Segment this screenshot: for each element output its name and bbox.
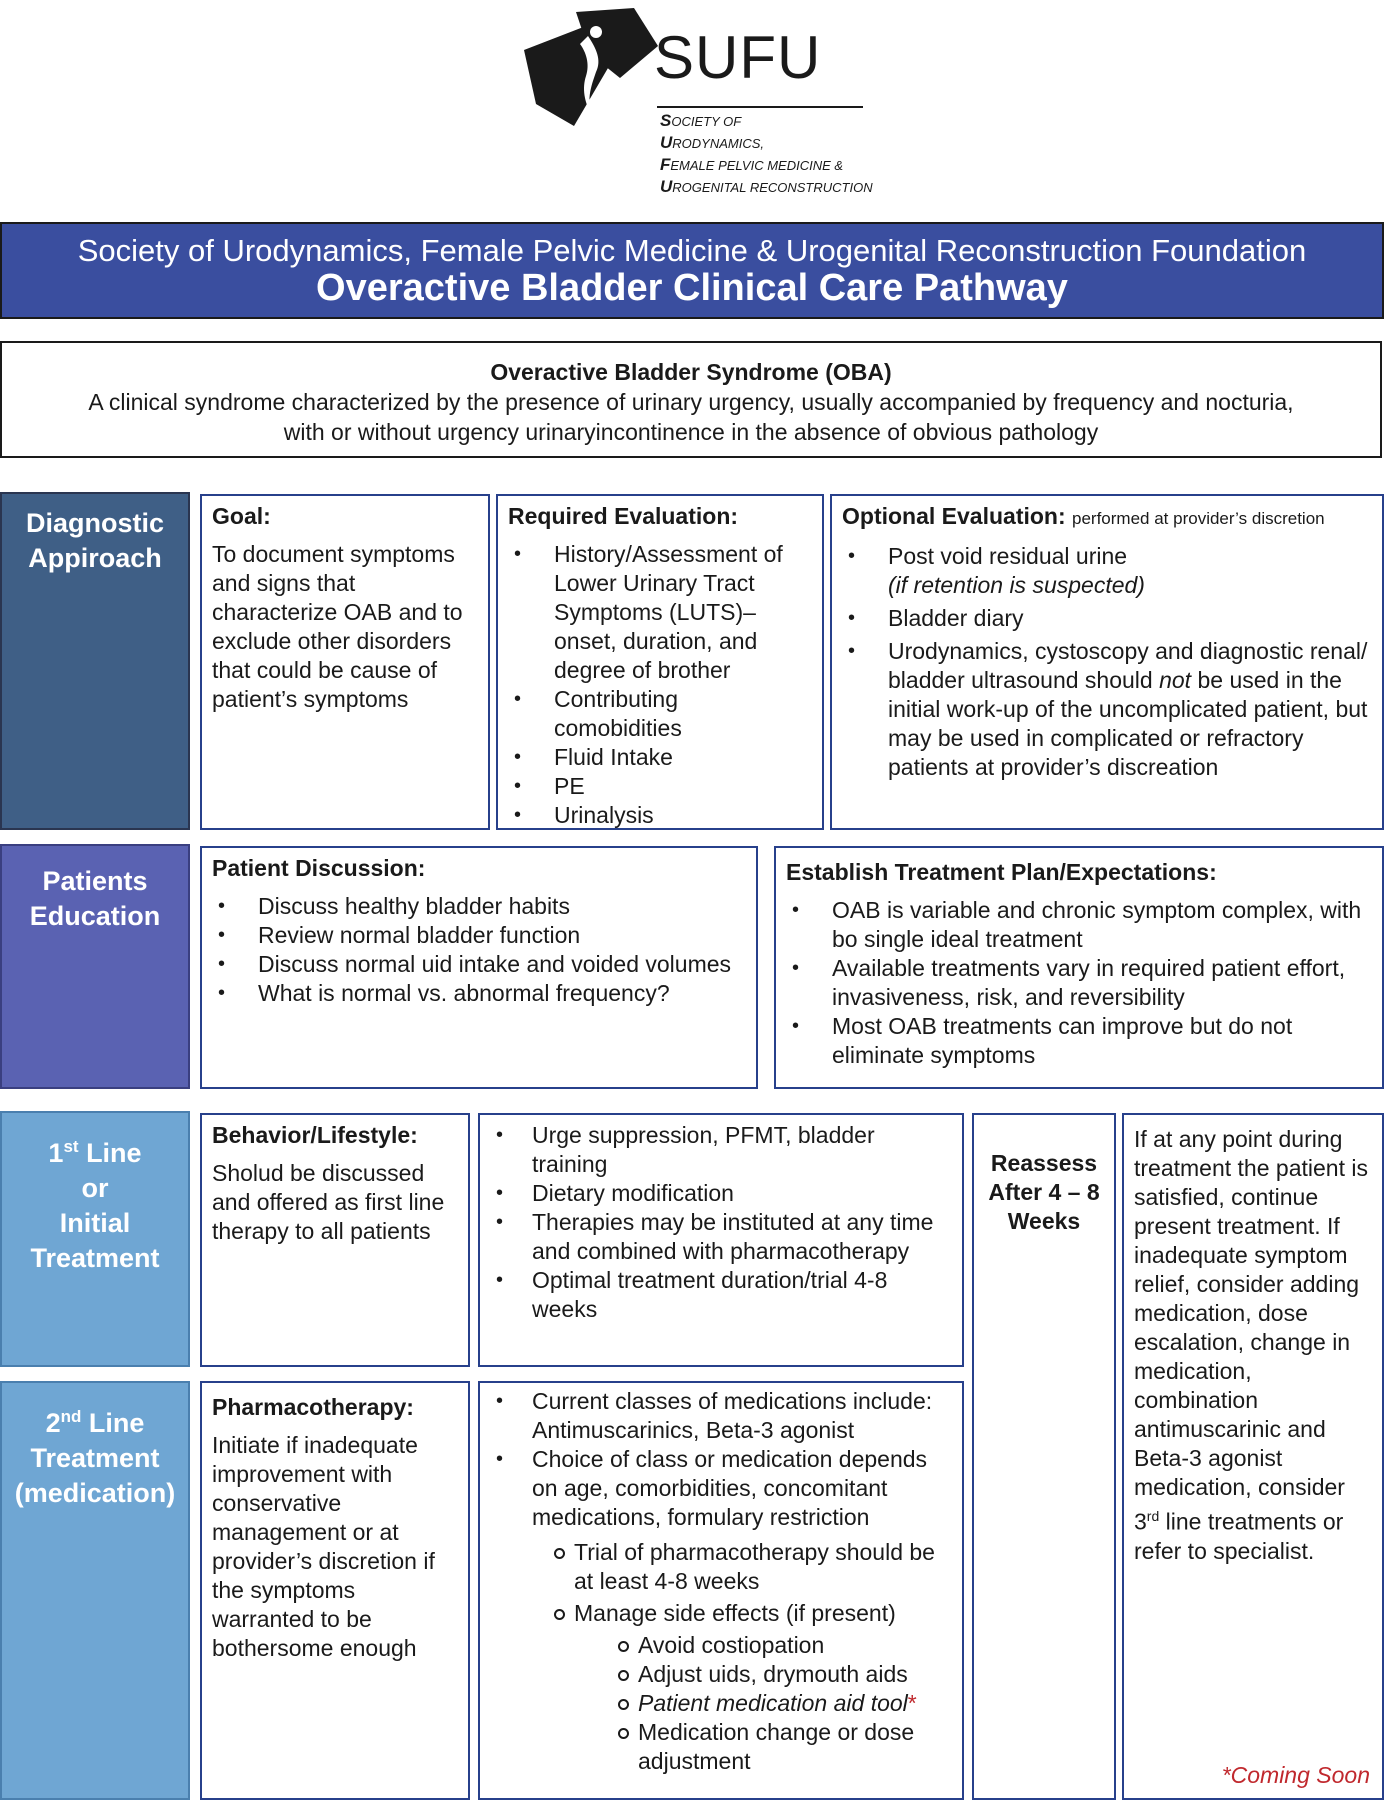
logo-divider <box>657 106 863 108</box>
coming-soon-note: *Coming Soon <box>1221 1762 1370 1788</box>
logo-line: FEMALE PELVIC MEDICINE & <box>660 155 844 174</box>
behavior-lifestyle-box <box>200 1113 470 1367</box>
list-item: • History/Assessment of Lower Urinary Tract Symptoms (LUTS)– onset, duration, and degree of brother <box>508 540 812 685</box>
list-item: • Urodynamics, cystoscopy and diagnostic renal/ bladder ultrasound should not be used in the initial work-up of the uncomplicated patient, but may be used in complicated or refractory patients at provider’s discreation <box>842 637 1372 782</box>
behavior-lifestyle-heading: Behavior/Lifestyle: <box>212 1122 418 1148</box>
list-item: • Dietary modification <box>490 1179 952 1208</box>
list-item: • Urge suppression, PFMT, bladder training <box>490 1121 952 1179</box>
list-item: • Discuss normal uid intake and voided volumes <box>212 950 746 979</box>
list-item: Trial of pharmacotherapy should be at least 4-8 weeks <box>544 1538 952 1596</box>
list-item: • Most OAB treatments can improve but do not eliminate symptoms <box>786 1012 1372 1070</box>
page-title: Overactive Bladder Clinical Care Pathway <box>316 267 1068 310</box>
list-item: • PE <box>508 772 812 801</box>
list-item: • Review normal bladder function <box>212 921 746 950</box>
tab-first-line-treatment: 1st Line or Initial Treatment <box>0 1111 190 1367</box>
foundation-name: Society of Urodynamics, Female Pelvic Medicine & Urogenital Reconstruction Foundation <box>77 233 1307 268</box>
list-item: Medication change or dose adjustment <box>608 1718 952 1776</box>
logo-wordmark: SUFU <box>654 24 822 91</box>
reassess-label: Weeks <box>1007 1208 1081 1234</box>
list-item: • Current classes of medications include: Antimuscarinics, Beta-3 agonist <box>490 1387 952 1445</box>
pharmacotherapy-box <box>200 1381 470 1800</box>
behavior-lifestyle-text: Sholud be discussed and offered as first line therapy to all patients <box>212 1160 445 1244</box>
reassess-text: If at any point during treatment the patient is satisfied, continue present treatment. If inadequate symptom relief, consider adding medication, dose escalation, change in medication, combination antimuscarinic and Beta-3 agonist medication, consider 3rd line treatments or refer to specialist. <box>1134 1126 1368 1564</box>
definition-title: Overactive Bladder Syndrome (OBA) <box>490 359 892 385</box>
optional-evaluation-box <box>830 494 1384 830</box>
list-item: • Optimal treatment duration/trial 4-8 weeks <box>490 1266 952 1324</box>
reassess-label: After 4 – 8 <box>988 1179 1100 1205</box>
goal-box <box>200 494 490 830</box>
pharmacotherapy-text: Initiate if inadequate improvement with conservative management or at provider’s discretion if the symptoms warranted to be bothersome enough <box>212 1432 435 1661</box>
tab-diagnostic-approach: Diagnostic Appiroach <box>0 492 190 830</box>
definition-box <box>0 341 1382 458</box>
tab-second-line-treatment: 2nd Line Treatment (medication) <box>0 1381 190 1800</box>
title-banner <box>0 222 1384 319</box>
goal-heading: Goal: <box>212 503 271 529</box>
tab-patients-education: Patients Education <box>0 844 190 1089</box>
treatment-plan-heading: Establish Treatment Plan/Expectations: <box>786 859 1217 885</box>
reassess-label: Reassess <box>990 1150 1098 1176</box>
list-item: Avoid costiopation <box>608 1631 952 1660</box>
optional-evaluation-heading: Optional Evaluation: performed at provider’s discretion <box>842 503 1325 529</box>
list-item: Manage side effects (if present) <box>544 1599 952 1628</box>
logo-line: SOCIETY OF <box>660 111 742 130</box>
sufu-logo-mark <box>516 6 666 130</box>
list-item: • Therapies may be instituted at any time and combined with pharmacotherapy <box>490 1208 952 1266</box>
reassess-guidance-box <box>1122 1113 1384 1800</box>
list-item: • OAB is variable and chronic symptom complex, with bo single ideal treatment <box>786 896 1372 954</box>
required-evaluation-heading: Required Evaluation: <box>508 503 739 529</box>
first-line-options-box <box>478 1113 964 1367</box>
goal-text: To document symptoms and signs that characterize OAB and to exclude other disorders that could be cause of patient’s symptoms <box>212 541 463 712</box>
list-item: • Fluid Intake <box>508 743 812 772</box>
list-item: • Choice of class or medication depends on age, comorbidities, concomitant medications, formulary restriction <box>490 1445 952 1532</box>
list-item: Patient medication aid tool* <box>608 1689 952 1718</box>
list-item: • Contributing comobidities <box>508 685 812 743</box>
list-item: Adjust uids, drymouth aids <box>608 1660 952 1689</box>
definition-line: A clinical syndrome characterized by the presence of urinary urgency, usually accompanied by frequency and nocturia, <box>88 389 1294 415</box>
reassess-box <box>972 1113 1116 1800</box>
logo-line: UROGENITAL RECONSTRUCTION <box>660 177 873 196</box>
patient-discussion-box <box>200 846 758 1089</box>
list-item: • Urinalysis <box>508 801 812 830</box>
list-item: • Discuss healthy bladder habits <box>212 892 746 921</box>
treatment-plan-box <box>774 846 1384 1089</box>
list-item: • Bladder diary <box>842 604 1372 633</box>
logo-line: URODYNAMICS, <box>660 133 765 152</box>
list-item: • What is normal vs. abnormal frequency? <box>212 979 746 1008</box>
required-evaluation-box <box>496 494 824 830</box>
pharmacotherapy-heading: Pharmacotherapy: <box>212 1394 414 1420</box>
medication-details-box <box>478 1381 964 1800</box>
list-item: • Available treatments vary in required patient effort, invasiveness, risk, and reversibility <box>786 954 1372 1012</box>
list-item: • Post void residual urine (if retention is suspected) <box>842 542 1372 600</box>
patient-discussion-heading: Patient Discussion: <box>212 855 426 881</box>
definition-line: with or without urgency urinaryincontinence in the absence of obvious pathology <box>283 419 1099 445</box>
